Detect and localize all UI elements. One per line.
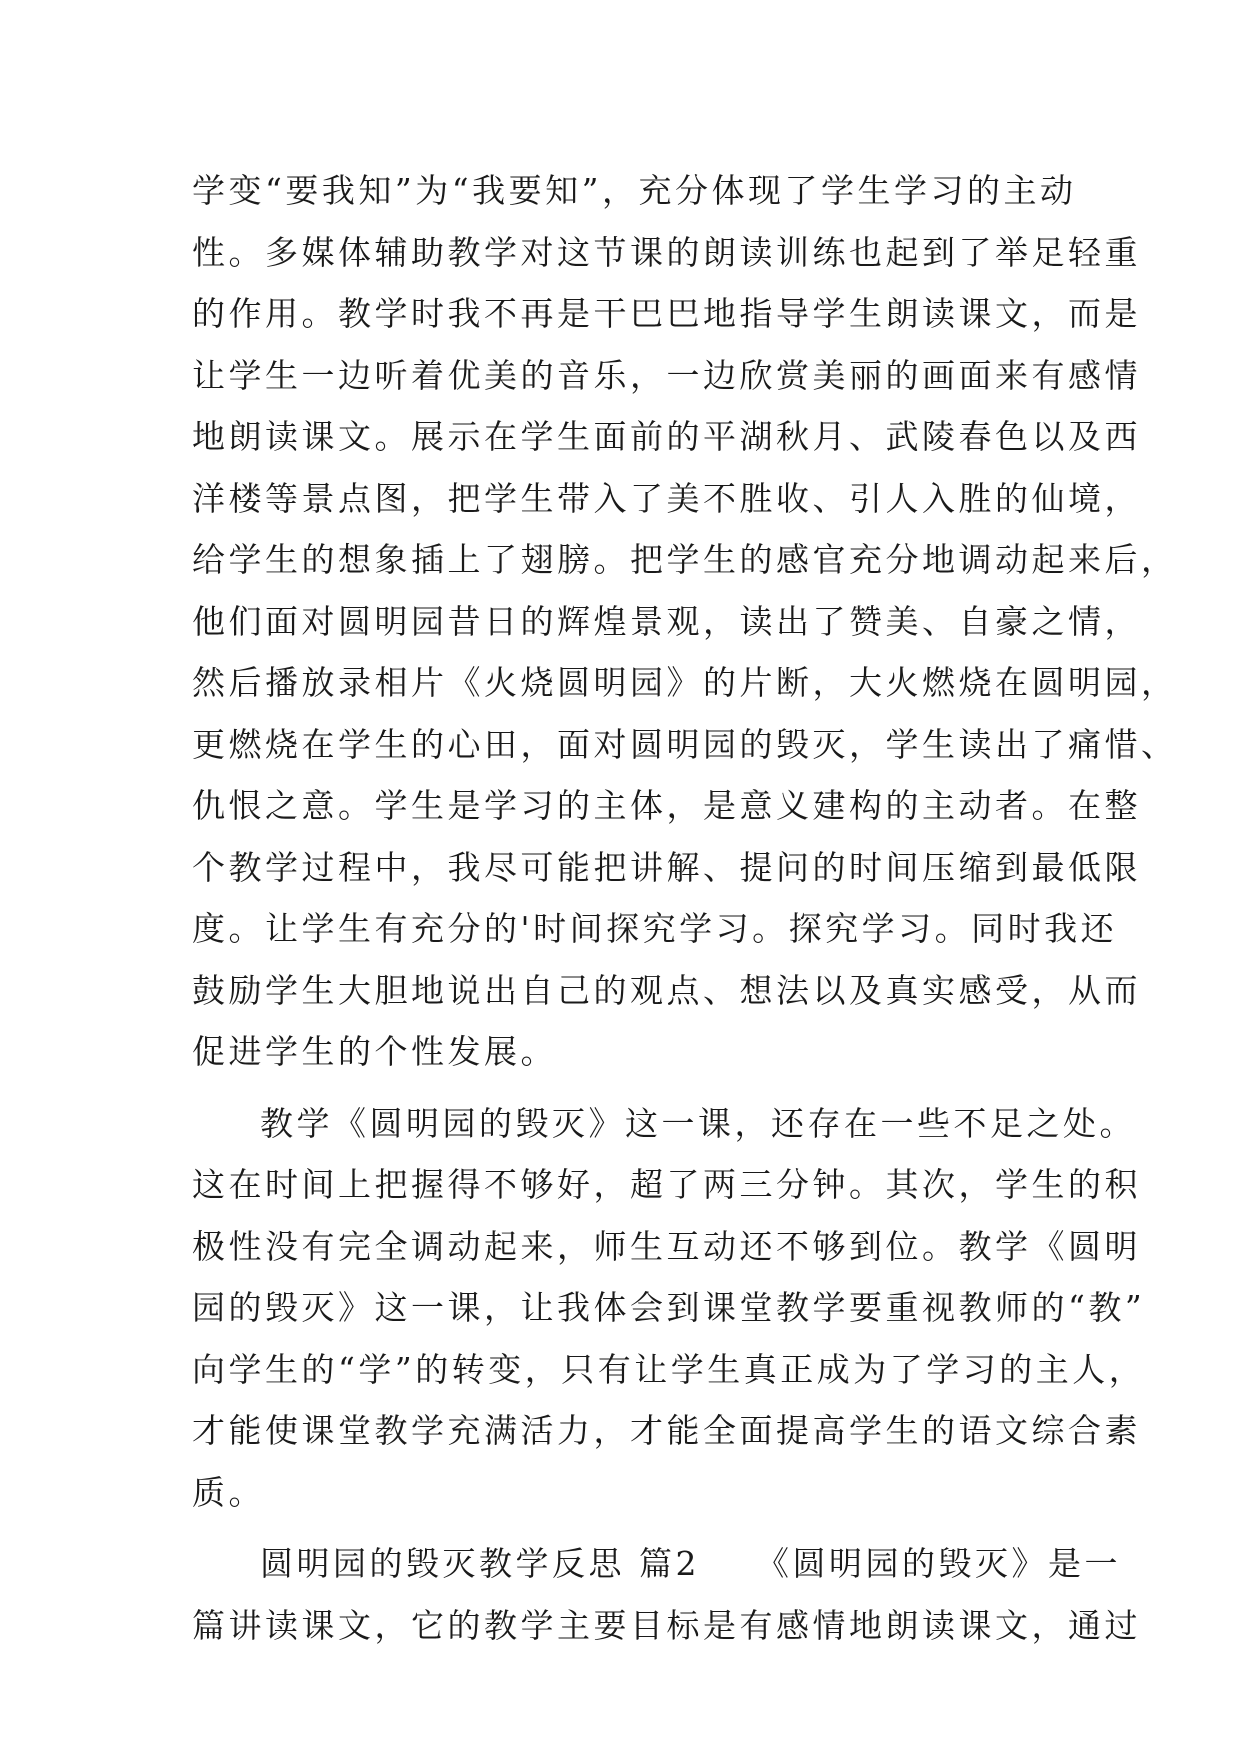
text-line: 仇恨之意。学生是学习的主体，是意义建构的主动者。在整 — [192, 786, 1141, 825]
text-line: 这在时间上把握得不够好，超了两三分钟。其次，学生的积 — [192, 1165, 1141, 1204]
text-segment: 《圆明园的毁灭》是一 — [756, 1544, 1121, 1583]
text-line: 给学生的想象插上了翅膀。把学生的感官充分地调动起来后， — [192, 540, 1178, 579]
text-line: 让学生一边听着优美的音乐，一边欣赏美丽的画面来有感情 — [192, 355, 1141, 395]
document-body — [192, 160, 1178, 1656]
section-heading: 圆明园的毁灭教学反思 篇2 — [260, 1544, 700, 1583]
text-line: 度。让学生有充分的'时间探究学习。探究学习。同时我还 — [192, 909, 1118, 948]
text-line: 个教学过程中，我尽可能把讲解、提问的时间压缩到最低限 — [192, 847, 1141, 887]
paragraph-spacer — [192, 1523, 1052, 1533]
text-line: 性。多媒体辅助教学对这节课的朗读训练也起到了举足轻重 — [192, 232, 1141, 272]
paragraph-2 — [192, 1093, 1146, 1524]
text-line: 然后播放录相片《火烧圆明园》的片断，大火燃烧在圆明园， — [192, 663, 1178, 702]
text-line: 地朗读课文。展示在学生面前的平湖秋月、武陵春色以及西 — [192, 417, 1141, 456]
text-line: 学变“要我知”为“我要知”，充分体现了学生学习的主动 — [192, 171, 1077, 210]
text-line: 质。 — [192, 1472, 265, 1512]
text-line: 园的毁灭》这一课，让我体会到课堂教学要重视教师的“教” — [192, 1288, 1146, 1327]
text-line: 他们面对圆明园昔日的辉煌景观，读出了赞美、自豪之情， — [192, 601, 1141, 641]
paragraph-3 — [192, 1533, 1141, 1656]
text-line: 促进学生的个性发展。 — [192, 1032, 557, 1071]
text-line: 的作用。教学时我不再是干巴巴地指导学生朗读课文，而是 — [192, 294, 1141, 333]
text-line: 教学《圆明园的毁灭》这一课，还存在一些不足之处。 — [260, 1103, 1136, 1143]
text-line: 极性没有完全调动起来，师生互动还不够到位。教学《圆明 — [192, 1226, 1141, 1266]
text-line: 篇讲读课文，它的教学主要目标是有感情地朗读课文，通过 — [192, 1605, 1141, 1645]
text-line: 鼓励学生大胆地说出自己的观点、想法以及真实感受，从而 — [192, 970, 1141, 1010]
text-line: 才能使课堂教学充满活力，才能全面提高学生的语文综合素 — [192, 1411, 1141, 1450]
paragraph-1 — [192, 160, 1178, 1083]
text-line: 更燃烧在学生的心田，面对圆明园的毁灭，学生读出了痛惜、 — [192, 724, 1178, 764]
paragraph-spacer — [192, 1083, 1052, 1093]
text-line: 洋楼等景点图，把学生带入了美不胜收、引人入胜的仙境， — [192, 478, 1141, 518]
text-line: 向学生的“学”的转变，只有让学生真正成为了学习的主人， — [192, 1349, 1146, 1389]
text-line — [192, 1533, 1121, 1595]
